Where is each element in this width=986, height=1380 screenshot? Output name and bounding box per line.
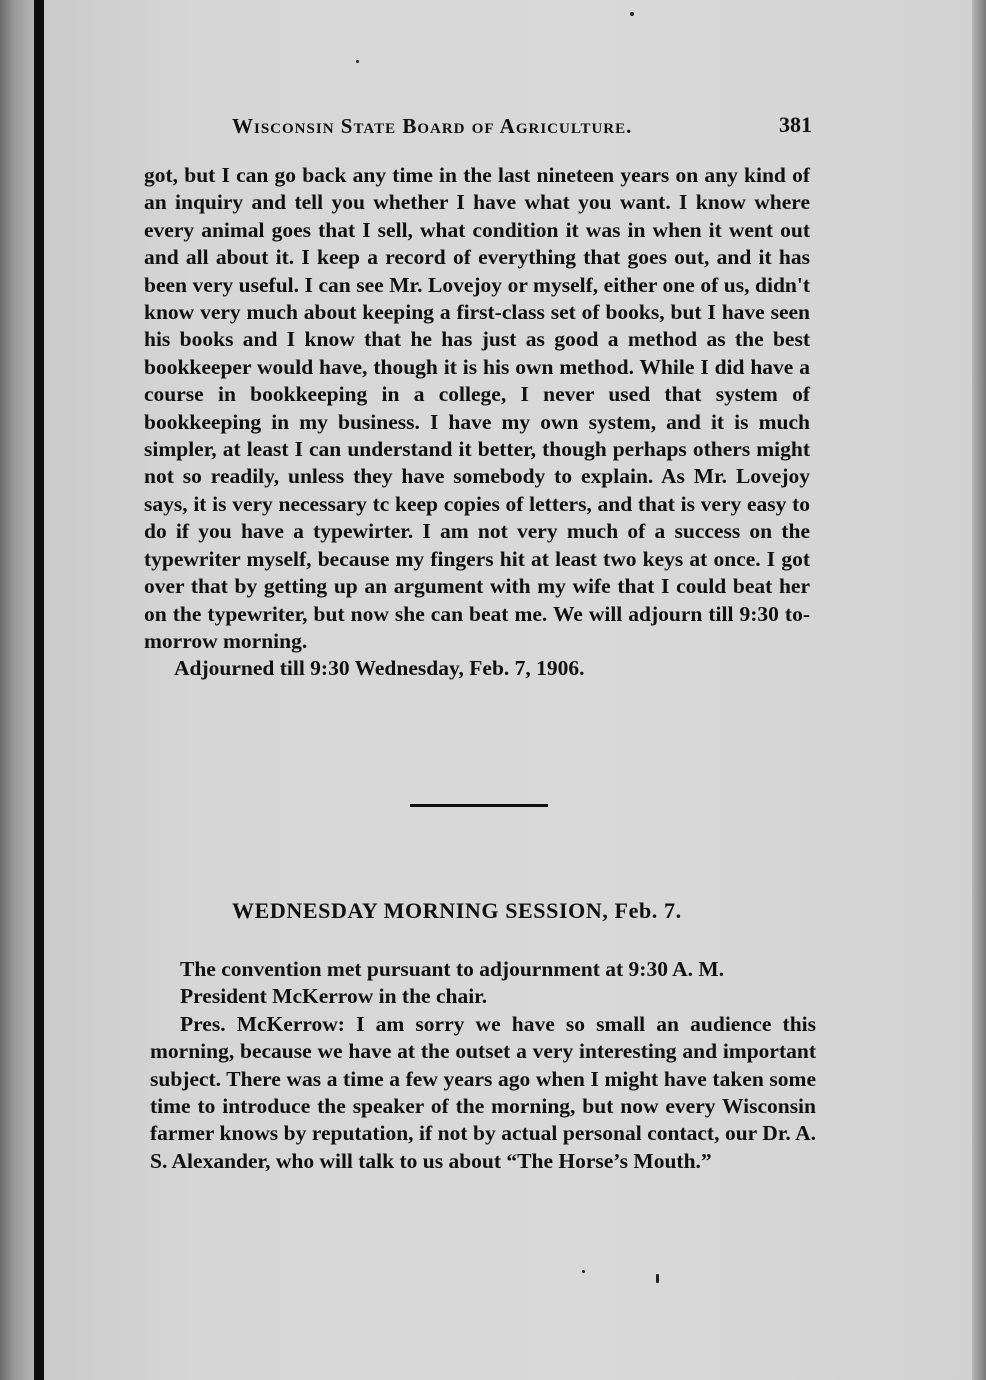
running-head xyxy=(232,114,812,144)
paragraph: Adjourned till 9:30 Wednesday, Feb. 7, 1906. xyxy=(174,656,585,681)
scan-speck xyxy=(582,1270,585,1273)
section-divider xyxy=(410,804,548,807)
paragraph: President McKerrow in the chair. xyxy=(180,984,488,1009)
scan-speck xyxy=(656,1274,659,1283)
paragraph: Pres. McKerrow: I am sorry we have so small an audience this morning, because we have at the outset a very interesting and important subject. There was a time a few years ago when I might have taken some time to introduce the speaker of the morning, but now every Wisconsin farmer knows by reputation, if not by actual personal contact, our Dr. A. S. Alexander, who will talk to us about “The Horse’s Mouth.” xyxy=(150,1011,816,1173)
page-right-edge xyxy=(972,0,986,1380)
running-title: Wisconsin State Board of Agriculture. xyxy=(232,114,633,138)
book-spine-edge xyxy=(34,0,44,1380)
section-text xyxy=(150,956,816,1175)
scan-speck xyxy=(630,12,634,16)
section-heading: WEDNESDAY MORNING SESSION, Feb. 7. xyxy=(232,898,682,923)
body-text xyxy=(144,162,810,683)
scan-speck xyxy=(356,60,359,63)
book-gutter-shadow xyxy=(0,0,36,1380)
paragraph: got, but I can go back any time in the last nineteen years on any kind of an inquiry and tell you whether I have what you want. I know where every animal goes that I sell, what condition it was in when it went out and all about it. I keep a record of everything that goes out, and it has been very useful. I can see Mr. Lovejoy or myself, either one of us, didn't know very much about keeping a first-class set of books, but I have seen his books and I know that he has just as good a method as the best bookkeeper would have, though it is his own method. While I did have a course in bookkeeping in a college, I never used that system of bookkeeping in my business. I have my own system, and it is much simpler, at least I can understand it better, though perhaps others might not so readily, unless they have somebody to explain. As Mr. Lovejoy says, it is very necessary tc keep copies of letters, and that is very easy to do if you have a typewirter. I am not very much of a success on the typewriter myself, because my fingers hit at least two keys at once. I got over that by getting up an argument with my wife that I could beat her on the typewriter, but now she can beat me. We will adjourn till 9:30 to-morrow morning. xyxy=(144,163,810,653)
page-number: 381 xyxy=(779,112,812,137)
paragraph: The convention met pursuant to adjournment at 9:30 A. M. xyxy=(180,957,725,981)
